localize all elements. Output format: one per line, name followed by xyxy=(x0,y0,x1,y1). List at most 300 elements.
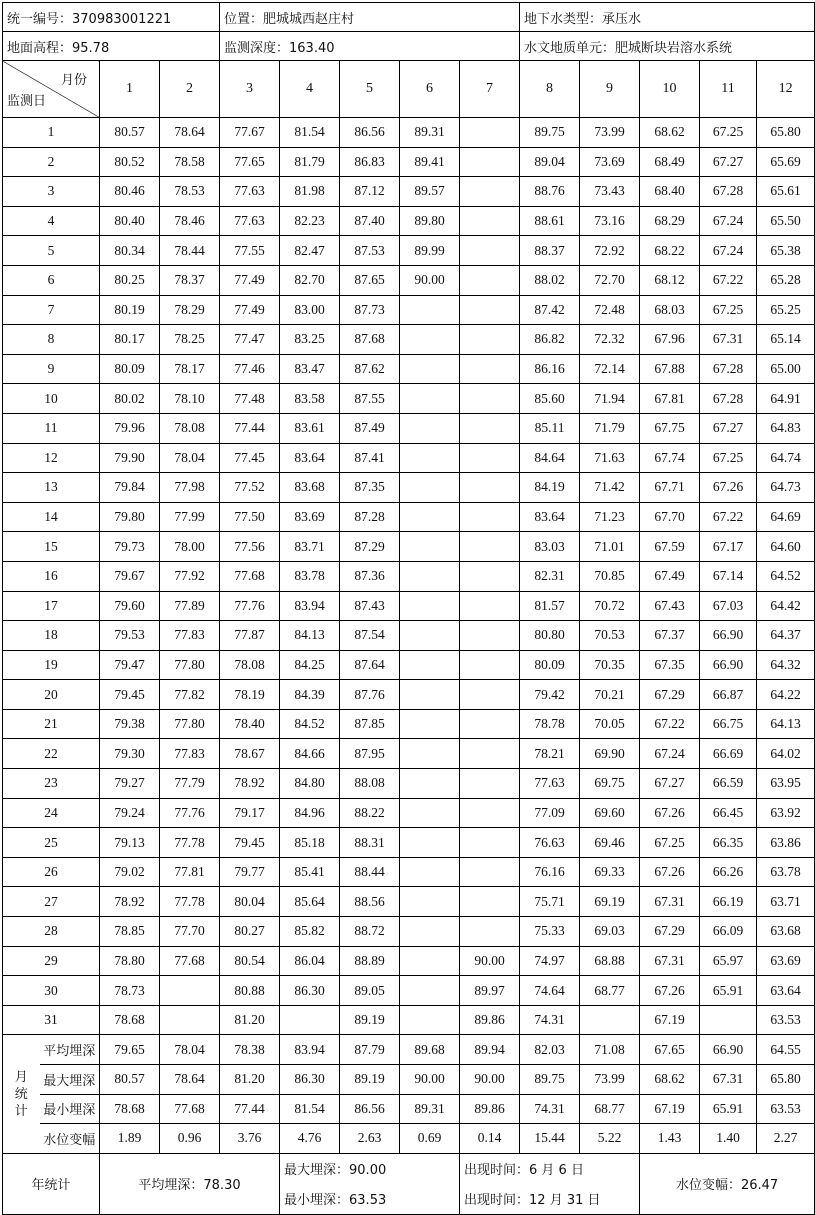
table-cell: 77.63 xyxy=(220,206,280,236)
table-cell xyxy=(460,502,520,532)
table-cell: 65.91 xyxy=(700,976,757,1006)
table-cell: 80.09 xyxy=(100,354,160,384)
table-cell: 77.83 xyxy=(160,621,220,651)
month-header-8: 8 xyxy=(520,61,580,118)
table-cell: 68.12 xyxy=(640,265,700,295)
table-cell: 89.31 xyxy=(400,118,460,148)
stat-cell: 1.43 xyxy=(640,1124,700,1154)
table-cell xyxy=(460,354,520,384)
stat-cell: 86.56 xyxy=(340,1094,400,1124)
table-row xyxy=(3,591,815,621)
table-cell: 85.18 xyxy=(280,828,340,858)
table-cell: 80.52 xyxy=(100,147,160,177)
table-cell: 83.69 xyxy=(280,502,340,532)
table-cell xyxy=(160,976,220,1006)
stat-cell: 89.86 xyxy=(460,1094,520,1124)
table-cell: 81.54 xyxy=(280,118,340,148)
corner-cell xyxy=(3,61,100,118)
stat-cell: 67.31 xyxy=(700,1065,757,1095)
table-row xyxy=(3,917,815,947)
table-cell: 87.73 xyxy=(340,295,400,325)
day-label: 28 xyxy=(3,917,100,947)
table-cell: 90.00 xyxy=(460,946,520,976)
table-cell: 79.47 xyxy=(100,650,160,680)
table-row xyxy=(3,265,815,295)
table-cell: 87.68 xyxy=(340,325,400,355)
table-cell: 66.69 xyxy=(700,739,757,769)
table-cell xyxy=(460,118,520,148)
table-cell xyxy=(460,413,520,443)
table-row xyxy=(3,206,815,236)
table-cell: 68.03 xyxy=(640,295,700,325)
table-cell: 73.69 xyxy=(580,147,640,177)
stat-cell: 0.14 xyxy=(460,1124,520,1154)
table-cell: 88.22 xyxy=(340,798,400,828)
table-cell: 68.49 xyxy=(640,147,700,177)
table-row xyxy=(3,295,815,325)
table-cell: 66.90 xyxy=(700,650,757,680)
table-cell: 66.59 xyxy=(700,769,757,799)
table-cell: 83.78 xyxy=(280,561,340,591)
table-cell: 79.38 xyxy=(100,709,160,739)
table-cell xyxy=(460,325,520,355)
table-cell: 78.44 xyxy=(160,236,220,266)
stat-cell: 1.40 xyxy=(700,1124,757,1154)
table-cell: 86.30 xyxy=(280,976,340,1006)
table-row xyxy=(3,769,815,799)
table-cell: 67.03 xyxy=(700,591,757,621)
table-cell: 88.56 xyxy=(340,887,400,917)
corner-month-label: 月份 xyxy=(60,73,87,88)
day-label: 10 xyxy=(3,384,100,414)
table-cell: 82.31 xyxy=(520,561,580,591)
table-cell: 81.20 xyxy=(220,1005,280,1035)
table-cell: 89.75 xyxy=(520,118,580,148)
table-cell: 67.35 xyxy=(640,650,700,680)
table-cell: 85.82 xyxy=(280,917,340,947)
table-cell: 68.88 xyxy=(580,946,640,976)
table-cell: 80.54 xyxy=(220,946,280,976)
table-cell: 80.88 xyxy=(220,976,280,1006)
table-cell: 86.82 xyxy=(520,325,580,355)
stat-cell: 3.76 xyxy=(220,1124,280,1154)
table-cell xyxy=(400,946,460,976)
table-row xyxy=(3,561,815,591)
table-cell: 77.79 xyxy=(160,769,220,799)
stat-cell: 87.79 xyxy=(340,1035,400,1065)
table-cell: 89.99 xyxy=(400,236,460,266)
table-cell xyxy=(460,917,520,947)
table-cell xyxy=(400,769,460,799)
annual-stats-label: 年统计 xyxy=(3,1153,100,1214)
stat-cell: 2.27 xyxy=(757,1124,815,1154)
month-header-2: 2 xyxy=(160,61,220,118)
table-cell: 67.27 xyxy=(700,413,757,443)
table-cell: 70.53 xyxy=(580,621,640,651)
table-cell: 78.67 xyxy=(220,739,280,769)
stat-cell: 90.00 xyxy=(400,1065,460,1095)
stat-cell: 89.68 xyxy=(400,1035,460,1065)
table-cell: 65.38 xyxy=(757,236,815,266)
table-cell: 78.21 xyxy=(520,739,580,769)
table-cell: 87.54 xyxy=(340,621,400,651)
table-cell: 69.33 xyxy=(580,857,640,887)
table-cell: 63.69 xyxy=(757,946,815,976)
table-cell: 66.45 xyxy=(700,798,757,828)
table-cell: 87.53 xyxy=(340,236,400,266)
table-cell: 63.68 xyxy=(757,917,815,947)
day-label: 13 xyxy=(3,473,100,503)
table-cell xyxy=(460,650,520,680)
table-cell: 84.66 xyxy=(280,739,340,769)
table-cell: 77.92 xyxy=(160,561,220,591)
table-cell: 67.28 xyxy=(700,354,757,384)
month-header-4: 4 xyxy=(280,61,340,118)
table-cell: 64.13 xyxy=(757,709,815,739)
table-cell: 88.02 xyxy=(520,265,580,295)
table-cell: 67.31 xyxy=(640,887,700,917)
stat-cell: 81.20 xyxy=(220,1065,280,1095)
table-row xyxy=(3,118,815,148)
annual-times xyxy=(460,1153,640,1214)
table-cell: 64.22 xyxy=(757,680,815,710)
table-cell xyxy=(400,828,460,858)
table-cell: 79.27 xyxy=(100,769,160,799)
day-label: 15 xyxy=(3,532,100,562)
table-cell: 87.49 xyxy=(340,413,400,443)
table-cell: 79.73 xyxy=(100,532,160,562)
groundwater-type: 地下水类型：承压水 xyxy=(520,3,815,32)
table-cell: 71.23 xyxy=(580,502,640,532)
stat-cell: 78.68 xyxy=(100,1094,160,1124)
table-cell: 87.95 xyxy=(340,739,400,769)
month-header-1: 1 xyxy=(100,61,160,118)
day-label: 9 xyxy=(3,354,100,384)
stat-row xyxy=(3,1065,815,1095)
day-label: 4 xyxy=(3,206,100,236)
table-cell: 68.77 xyxy=(580,976,640,1006)
table-cell: 77.46 xyxy=(220,354,280,384)
table-cell: 67.28 xyxy=(700,384,757,414)
table-cell: 83.00 xyxy=(280,295,340,325)
table-cell: 70.72 xyxy=(580,591,640,621)
table-cell: 83.58 xyxy=(280,384,340,414)
table-cell: 79.13 xyxy=(100,828,160,858)
table-row xyxy=(3,828,815,858)
stat-cell: 68.77 xyxy=(580,1094,640,1124)
table-cell: 87.65 xyxy=(340,265,400,295)
table-cell: 67.22 xyxy=(640,709,700,739)
table-cell: 64.91 xyxy=(757,384,815,414)
table-cell: 78.78 xyxy=(520,709,580,739)
table-cell: 85.11 xyxy=(520,413,580,443)
table-cell: 77.81 xyxy=(160,857,220,887)
stat-cell: 78.04 xyxy=(160,1035,220,1065)
table-cell xyxy=(460,147,520,177)
table-cell: 77.76 xyxy=(160,798,220,828)
stat-cell: 1.89 xyxy=(100,1124,160,1154)
table-cell xyxy=(400,561,460,591)
table-cell: 87.85 xyxy=(340,709,400,739)
table-cell: 67.27 xyxy=(700,147,757,177)
table-cell: 88.76 xyxy=(520,177,580,207)
annual-max-time: 出现时间：6 月 6 日 xyxy=(464,1163,584,1179)
stat-cell: 80.57 xyxy=(100,1065,160,1095)
table-cell: 87.64 xyxy=(340,650,400,680)
table-cell: 90.00 xyxy=(400,265,460,295)
table-cell: 63.92 xyxy=(757,798,815,828)
day-label: 24 xyxy=(3,798,100,828)
month-header-6: 6 xyxy=(400,61,460,118)
table-cell: 77.98 xyxy=(160,473,220,503)
table-cell: 76.16 xyxy=(520,857,580,887)
table-cell: 87.28 xyxy=(340,502,400,532)
table-cell: 77.67 xyxy=(220,118,280,148)
table-cell: 65.00 xyxy=(757,354,815,384)
table-cell: 89.05 xyxy=(340,976,400,1006)
table-cell: 81.98 xyxy=(280,177,340,207)
table-cell: 64.32 xyxy=(757,650,815,680)
table-cell: 87.29 xyxy=(340,532,400,562)
annual-range: 水位变幅：26.47 xyxy=(640,1153,815,1214)
table-cell: 70.21 xyxy=(580,680,640,710)
table-cell: 77.09 xyxy=(520,798,580,828)
table-cell: 77.78 xyxy=(160,828,220,858)
table-cell: 84.64 xyxy=(520,443,580,473)
table-cell: 78.85 xyxy=(100,917,160,947)
table-cell: 67.31 xyxy=(700,325,757,355)
monthly-stats-label: 月 统 计 xyxy=(3,1035,40,1153)
table-cell: 67.75 xyxy=(640,413,700,443)
table-cell: 88.31 xyxy=(340,828,400,858)
stat-cell: 2.63 xyxy=(340,1124,400,1154)
table-cell: 66.09 xyxy=(700,917,757,947)
table-cell: 67.70 xyxy=(640,502,700,532)
table-cell: 67.43 xyxy=(640,591,700,621)
stat-name: 平均埋深 xyxy=(40,1035,100,1065)
table-cell: 77.63 xyxy=(520,769,580,799)
month-header-9: 9 xyxy=(580,61,640,118)
day-label: 20 xyxy=(3,680,100,710)
table-cell: 65.80 xyxy=(757,118,815,148)
table-row xyxy=(3,443,815,473)
table-cell xyxy=(460,887,520,917)
table-cell: 71.42 xyxy=(580,473,640,503)
table-cell: 70.35 xyxy=(580,650,640,680)
table-cell: 63.86 xyxy=(757,828,815,858)
table-cell: 67.88 xyxy=(640,354,700,384)
table-cell: 89.57 xyxy=(400,177,460,207)
table-cell: 65.14 xyxy=(757,325,815,355)
table-cell: 84.80 xyxy=(280,769,340,799)
corner-day-label: 监测日 xyxy=(7,94,47,109)
table-cell: 67.22 xyxy=(700,502,757,532)
location: 位置：肥城城西赵庄村 xyxy=(220,3,520,32)
table-cell: 87.55 xyxy=(340,384,400,414)
month-header-11: 11 xyxy=(700,61,757,118)
table-cell xyxy=(400,384,460,414)
table-cell: 79.96 xyxy=(100,413,160,443)
table-row xyxy=(3,473,815,503)
table-cell xyxy=(400,857,460,887)
table-cell: 78.08 xyxy=(220,650,280,680)
table-cell: 84.96 xyxy=(280,798,340,828)
table-cell xyxy=(400,1005,460,1035)
stat-row xyxy=(3,1124,815,1154)
table-cell: 67.14 xyxy=(700,561,757,591)
table-cell: 77.76 xyxy=(220,591,280,621)
table-cell: 79.84 xyxy=(100,473,160,503)
header-row-2 xyxy=(3,32,815,61)
table-row xyxy=(3,325,815,355)
table-cell: 78.10 xyxy=(160,384,220,414)
table-cell: 64.37 xyxy=(757,621,815,651)
table-cell: 88.72 xyxy=(340,917,400,947)
table-cell xyxy=(400,621,460,651)
table-cell: 77.44 xyxy=(220,413,280,443)
table-cell: 67.37 xyxy=(640,621,700,651)
month-header-5: 5 xyxy=(340,61,400,118)
stat-cell: 64.55 xyxy=(757,1035,815,1065)
table-cell xyxy=(160,1005,220,1035)
table-row xyxy=(3,798,815,828)
month-header-7: 7 xyxy=(460,61,520,118)
table-cell: 79.42 xyxy=(520,680,580,710)
table-cell: 77.49 xyxy=(220,295,280,325)
table-cell xyxy=(400,739,460,769)
stat-name: 最大埋深 xyxy=(40,1065,100,1095)
table-cell: 77.68 xyxy=(160,946,220,976)
table-cell xyxy=(460,295,520,325)
table-cell: 65.25 xyxy=(757,295,815,325)
table-cell: 78.29 xyxy=(160,295,220,325)
table-cell xyxy=(460,621,520,651)
stat-name: 最小埋深 xyxy=(40,1094,100,1124)
day-label: 31 xyxy=(3,1005,100,1035)
table-row xyxy=(3,857,815,887)
day-label: 21 xyxy=(3,709,100,739)
stat-cell: 77.44 xyxy=(220,1094,280,1124)
table-cell: 82.23 xyxy=(280,206,340,236)
table-cell: 87.12 xyxy=(340,177,400,207)
table-row xyxy=(3,502,815,532)
table-cell: 78.00 xyxy=(160,532,220,562)
day-label: 11 xyxy=(3,413,100,443)
monitoring-depth: 监测深度：163.40 xyxy=(220,32,520,61)
table-cell: 83.68 xyxy=(280,473,340,503)
table-cell: 65.28 xyxy=(757,265,815,295)
day-label: 29 xyxy=(3,946,100,976)
table-cell: 72.92 xyxy=(580,236,640,266)
stat-cell: 77.68 xyxy=(160,1094,220,1124)
table-cell: 77.65 xyxy=(220,147,280,177)
annual-max: 最大埋深：90.00 xyxy=(284,1163,387,1179)
day-label: 18 xyxy=(3,621,100,651)
month-header-3: 3 xyxy=(220,61,280,118)
table-cell: 79.45 xyxy=(100,680,160,710)
table-cell: 67.25 xyxy=(640,828,700,858)
table-cell: 67.25 xyxy=(700,443,757,473)
table-cell: 88.37 xyxy=(520,236,580,266)
table-cell: 73.16 xyxy=(580,206,640,236)
table-cell: 67.59 xyxy=(640,532,700,562)
annual-stats-row xyxy=(3,1153,815,1214)
table-cell: 77.83 xyxy=(160,739,220,769)
table-cell: 67.81 xyxy=(640,384,700,414)
table-row xyxy=(3,384,815,414)
table-cell xyxy=(460,236,520,266)
day-label: 2 xyxy=(3,147,100,177)
table-cell: 64.83 xyxy=(757,413,815,443)
table-cell: 78.40 xyxy=(220,709,280,739)
stat-cell: 89.94 xyxy=(460,1035,520,1065)
table-cell: 83.64 xyxy=(280,443,340,473)
table-cell: 86.83 xyxy=(340,147,400,177)
table-cell: 77.80 xyxy=(160,650,220,680)
stat-cell: 90.00 xyxy=(460,1065,520,1095)
table-cell: 63.95 xyxy=(757,769,815,799)
table-cell: 78.58 xyxy=(160,147,220,177)
stat-cell: 74.31 xyxy=(520,1094,580,1124)
table-cell: 84.25 xyxy=(280,650,340,680)
table-cell xyxy=(460,709,520,739)
table-cell: 77.70 xyxy=(160,917,220,947)
table-cell: 78.46 xyxy=(160,206,220,236)
hydrogeologic-unit: 水文地质单元：肥城断块岩溶水系统 xyxy=(520,32,815,61)
table-cell xyxy=(460,532,520,562)
table-cell: 87.35 xyxy=(340,473,400,503)
table-cell: 89.86 xyxy=(460,1005,520,1035)
table-cell: 88.61 xyxy=(520,206,580,236)
stat-cell: 65.91 xyxy=(700,1094,757,1124)
table-cell: 79.02 xyxy=(100,857,160,887)
table-cell xyxy=(400,976,460,1006)
day-label: 17 xyxy=(3,591,100,621)
table-cell: 89.97 xyxy=(460,976,520,1006)
month-header-10: 10 xyxy=(640,61,700,118)
table-cell: 77.48 xyxy=(220,384,280,414)
table-cell: 68.22 xyxy=(640,236,700,266)
table-cell: 80.80 xyxy=(520,621,580,651)
table-cell xyxy=(460,857,520,887)
day-label: 23 xyxy=(3,769,100,799)
stat-cell: 86.30 xyxy=(280,1065,340,1095)
table-cell: 84.52 xyxy=(280,709,340,739)
table-row xyxy=(3,946,815,976)
table-cell: 69.19 xyxy=(580,887,640,917)
table-cell: 66.19 xyxy=(700,887,757,917)
day-label: 6 xyxy=(3,265,100,295)
table-cell: 85.64 xyxy=(280,887,340,917)
table-cell xyxy=(400,798,460,828)
table-row xyxy=(3,621,815,651)
day-label: 14 xyxy=(3,502,100,532)
table-row xyxy=(3,650,815,680)
table-row xyxy=(3,887,815,917)
table-cell: 87.62 xyxy=(340,354,400,384)
ground-elevation: 地面高程：95.78 xyxy=(3,32,220,61)
stat-cell: 15.44 xyxy=(520,1124,580,1154)
table-cell xyxy=(400,473,460,503)
table-cell xyxy=(400,502,460,532)
stat-row xyxy=(3,1035,815,1065)
table-cell: 67.26 xyxy=(640,857,700,887)
table-cell: 80.57 xyxy=(100,118,160,148)
table-cell: 79.80 xyxy=(100,502,160,532)
day-label: 12 xyxy=(3,443,100,473)
table-cell: 87.40 xyxy=(340,206,400,236)
table-cell: 78.08 xyxy=(160,413,220,443)
